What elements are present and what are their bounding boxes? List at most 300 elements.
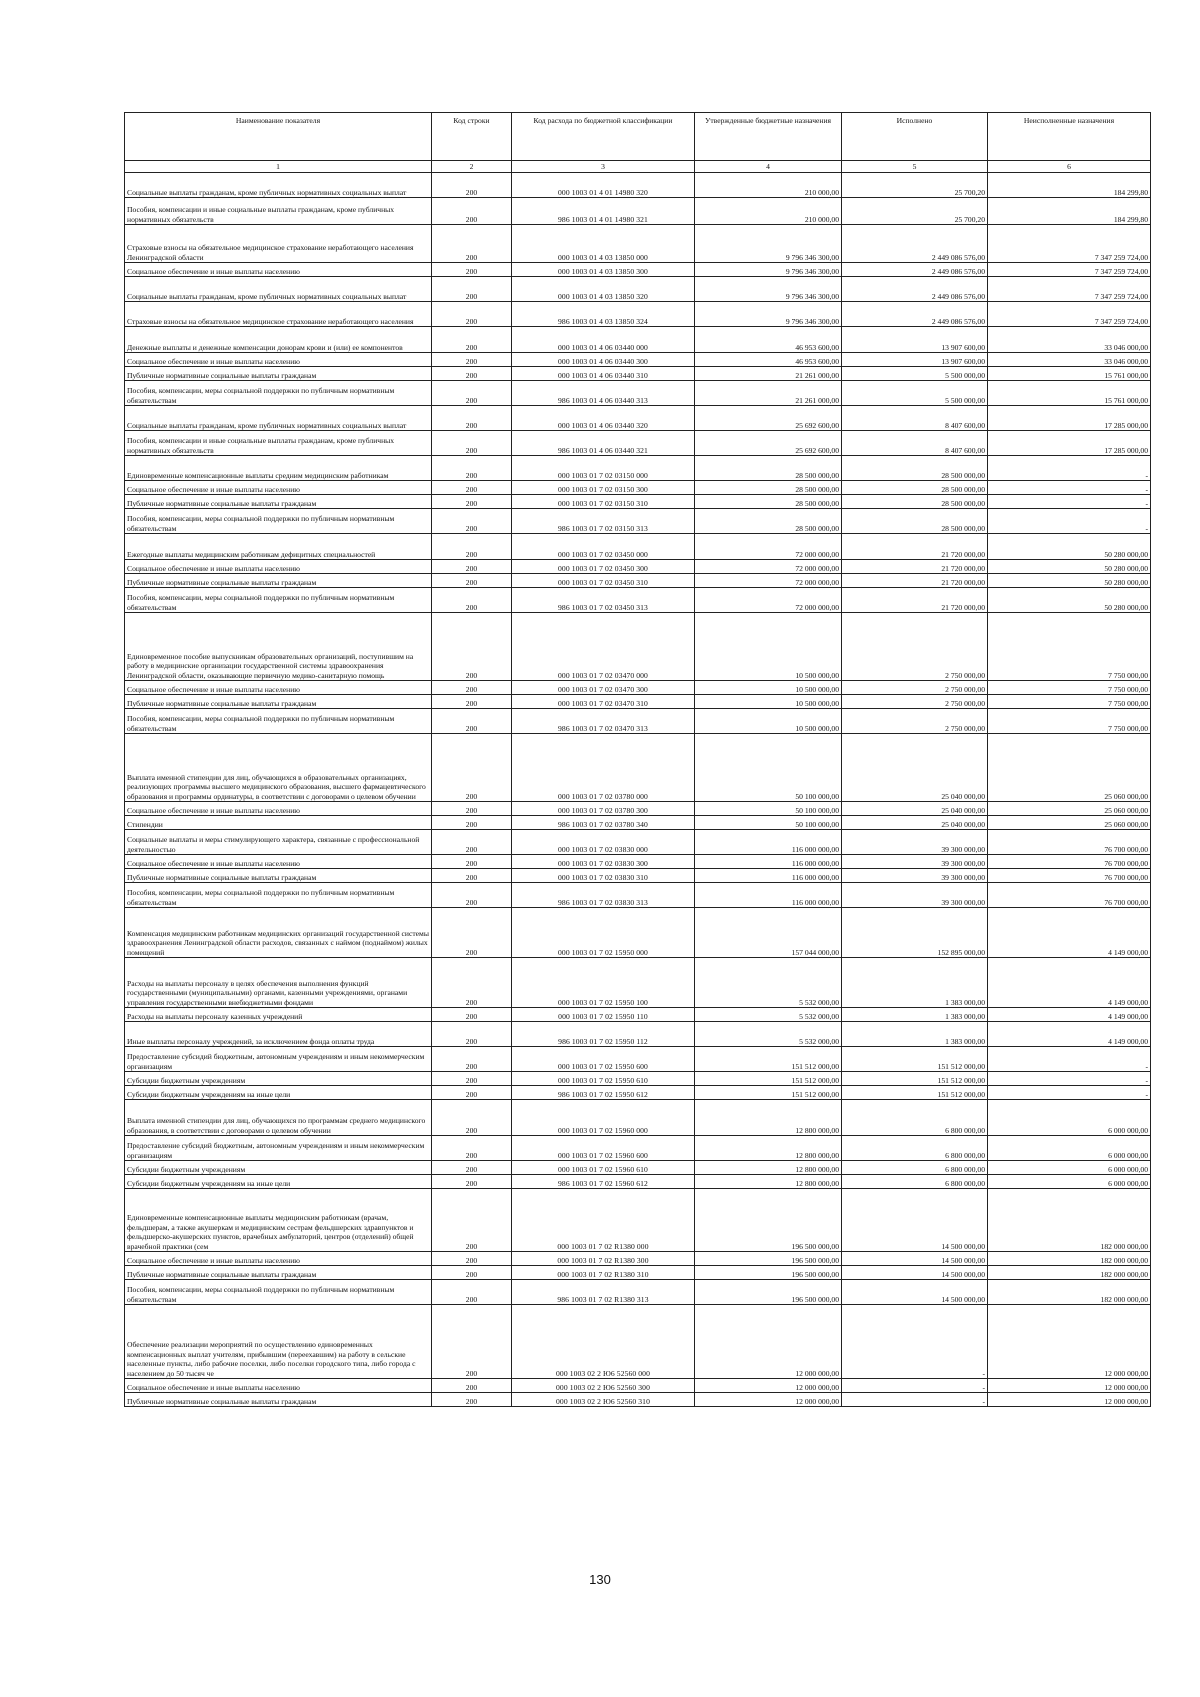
table-row bbox=[125, 1161, 1151, 1175]
row-line-code: 200 bbox=[432, 1252, 512, 1266]
row-executed: 2 750 000,00 bbox=[842, 709, 988, 734]
row-approved: 210 000,00 bbox=[695, 198, 842, 225]
row-approved: 28 500 000,00 bbox=[695, 495, 842, 509]
row-unexecuted: - bbox=[988, 456, 1151, 481]
row-approved: 12 000 000,00 bbox=[695, 1393, 842, 1407]
table-row bbox=[125, 481, 1151, 495]
row-unexecuted: 33 046 000,00 bbox=[988, 327, 1151, 353]
row-kbk: 986 1003 01 4 01 14980 321 bbox=[512, 198, 695, 225]
row-approved: 28 500 000,00 bbox=[695, 456, 842, 481]
row-kbk: 000 1003 01 7 02 03780 300 bbox=[512, 802, 695, 816]
row-name: Единовременные компенсационные выплаты средним медицинским работникам bbox=[125, 456, 432, 481]
row-line-code: 200 bbox=[432, 830, 512, 855]
table-row bbox=[125, 560, 1151, 574]
row-kbk: 000 1003 01 7 02 03150 300 bbox=[512, 481, 695, 495]
row-approved: 116 000 000,00 bbox=[695, 855, 842, 869]
table-row bbox=[125, 802, 1151, 816]
row-executed: 25 700,20 bbox=[842, 173, 988, 198]
row-name: Социальное обеспечение и иные выплаты населению bbox=[125, 802, 432, 816]
row-approved: 9 796 346 300,00 bbox=[695, 263, 842, 277]
row-name: Социальное обеспечение и иные выплаты населению bbox=[125, 1252, 432, 1266]
row-kbk: 000 1003 01 4 06 03440 300 bbox=[512, 353, 695, 367]
row-name: Публичные нормативные социальные выплаты гражданам bbox=[125, 495, 432, 509]
row-approved: 196 500 000,00 bbox=[695, 1266, 842, 1280]
row-line-code: 200 bbox=[432, 353, 512, 367]
row-executed: 25 040 000,00 bbox=[842, 734, 988, 802]
row-name: Публичные нормативные социальные выплаты гражданам bbox=[125, 367, 432, 381]
table-row bbox=[125, 855, 1151, 869]
row-approved: 12 000 000,00 bbox=[695, 1379, 842, 1393]
row-approved: 28 500 000,00 bbox=[695, 481, 842, 495]
report-sheet bbox=[124, 112, 1150, 1407]
table-row bbox=[125, 1072, 1151, 1086]
row-approved: 9 796 346 300,00 bbox=[695, 277, 842, 302]
row-kbk: 000 1003 01 7 02 15950 600 bbox=[512, 1047, 695, 1072]
row-approved: 157 044 000,00 bbox=[695, 908, 842, 958]
row-approved: 72 000 000,00 bbox=[695, 574, 842, 588]
row-kbk: 000 1003 01 7 02 03830 310 bbox=[512, 869, 695, 883]
row-kbk: 986 1003 01 7 02 R1380 313 bbox=[512, 1280, 695, 1305]
row-name: Социальные выплаты и меры стимулирующего характера, связанные с профессиональной деятельностью bbox=[125, 830, 432, 855]
row-name: Страховые взносы на обязательное медицинское страхование неработающего населения Ленинградской области bbox=[125, 225, 432, 263]
row-unexecuted: 4 149 000,00 bbox=[988, 908, 1151, 958]
table-row bbox=[125, 302, 1151, 327]
row-kbk: 000 1003 01 7 02 03470 310 bbox=[512, 695, 695, 709]
row-approved: 196 500 000,00 bbox=[695, 1189, 842, 1252]
row-approved: 10 500 000,00 bbox=[695, 613, 842, 681]
row-line-code: 200 bbox=[432, 1086, 512, 1100]
row-executed: 14 500 000,00 bbox=[842, 1252, 988, 1266]
row-approved: 12 800 000,00 bbox=[695, 1175, 842, 1189]
row-kbk: 000 1003 02 2 Ю6 52560 310 bbox=[512, 1393, 695, 1407]
row-approved: 196 500 000,00 bbox=[695, 1280, 842, 1305]
row-approved: 12 000 000,00 bbox=[695, 1305, 842, 1379]
row-unexecuted: 7 347 259 724,00 bbox=[988, 302, 1151, 327]
row-kbk: 000 1003 01 7 02 15950 100 bbox=[512, 958, 695, 1008]
row-name: Социальное обеспечение и иные выплаты населению bbox=[125, 855, 432, 869]
table-row bbox=[125, 327, 1151, 353]
row-approved: 46 953 600,00 bbox=[695, 353, 842, 367]
row-line-code: 200 bbox=[432, 1189, 512, 1252]
table-row bbox=[125, 1047, 1151, 1072]
row-executed: 5 500 000,00 bbox=[842, 367, 988, 381]
row-unexecuted: 7 347 259 724,00 bbox=[988, 225, 1151, 263]
row-executed: 2 449 086 576,00 bbox=[842, 263, 988, 277]
row-executed: 25 040 000,00 bbox=[842, 816, 988, 830]
row-executed: 28 500 000,00 bbox=[842, 481, 988, 495]
row-line-code: 200 bbox=[432, 481, 512, 495]
row-name: Расходы на выплаты персоналу казенных учреждений bbox=[125, 1008, 432, 1022]
row-kbk: 000 1003 01 7 02 03470 000 bbox=[512, 613, 695, 681]
row-executed: 14 500 000,00 bbox=[842, 1280, 988, 1305]
row-name: Страховые взносы на обязательное медицинское страхование неработающего населения bbox=[125, 302, 432, 327]
row-name: Субсидии бюджетным учреждениям bbox=[125, 1072, 432, 1086]
row-executed: 2 449 086 576,00 bbox=[842, 225, 988, 263]
row-kbk: 000 1003 01 7 02 03450 300 bbox=[512, 560, 695, 574]
table-row bbox=[125, 1252, 1151, 1266]
row-line-code: 200 bbox=[432, 431, 512, 456]
row-approved: 72 000 000,00 bbox=[695, 588, 842, 613]
row-executed: 8 407 600,00 bbox=[842, 431, 988, 456]
row-line-code: 200 bbox=[432, 1266, 512, 1280]
row-executed: 151 512 000,00 bbox=[842, 1086, 988, 1100]
row-kbk: 000 1003 01 4 03 13850 000 bbox=[512, 225, 695, 263]
row-name: Стипендии bbox=[125, 816, 432, 830]
table-row bbox=[125, 613, 1151, 681]
row-executed: 39 300 000,00 bbox=[842, 883, 988, 908]
row-line-code: 200 bbox=[432, 869, 512, 883]
row-executed: 1 383 000,00 bbox=[842, 1008, 988, 1022]
row-line-code: 200 bbox=[432, 709, 512, 734]
row-name: Социальное обеспечение и иные выплаты населению bbox=[125, 353, 432, 367]
column-number: 5 bbox=[842, 161, 988, 173]
row-unexecuted: 17 285 000,00 bbox=[988, 406, 1151, 431]
row-approved: 10 500 000,00 bbox=[695, 709, 842, 734]
table-row bbox=[125, 734, 1151, 802]
row-name: Денежные выплаты и денежные компенсации донорам крови и (или) ее компонентов bbox=[125, 327, 432, 353]
row-kbk: 986 1003 01 7 02 15950 112 bbox=[512, 1022, 695, 1047]
row-unexecuted: 7 750 000,00 bbox=[988, 681, 1151, 695]
row-executed: 2 750 000,00 bbox=[842, 681, 988, 695]
row-executed: 6 800 000,00 bbox=[842, 1136, 988, 1161]
table-row bbox=[125, 869, 1151, 883]
row-approved: 12 800 000,00 bbox=[695, 1136, 842, 1161]
table-row bbox=[125, 1379, 1151, 1393]
row-executed: 6 800 000,00 bbox=[842, 1161, 988, 1175]
row-executed: 6 800 000,00 bbox=[842, 1175, 988, 1189]
row-unexecuted: 25 060 000,00 bbox=[988, 816, 1151, 830]
table-row bbox=[125, 588, 1151, 613]
table-row bbox=[125, 263, 1151, 277]
row-kbk: 000 1003 01 7 02 15950 000 bbox=[512, 908, 695, 958]
row-name: Пособия, компенсации, меры социальной поддержки по публичным нормативным обязательствам bbox=[125, 509, 432, 534]
table-row bbox=[125, 1189, 1151, 1252]
row-name: Предоставление субсидий бюджетным, автономным учреждениям и иным некоммерческим организациям bbox=[125, 1047, 432, 1072]
table-row bbox=[125, 1100, 1151, 1136]
row-name: Единовременное пособие выпускникам образовательных организаций, поступившим на работу в медицинские организации государственной системы здравоохранения Ленинградской области, оказывающие первичную медико-санитарную помощь bbox=[125, 613, 432, 681]
header-unexecuted: Неисполненные назначения bbox=[988, 113, 1151, 161]
row-approved: 9 796 346 300,00 bbox=[695, 302, 842, 327]
row-name: Компенсация медицинским работникам медицинских организаций государственной системы здравоохранения Ленинградской области расходов, связанных с наймом (поднаймом) жилых помещений bbox=[125, 908, 432, 958]
row-name: Социальные выплаты гражданам, кроме публичных нормативных социальных выплат bbox=[125, 173, 432, 198]
row-executed: 25 040 000,00 bbox=[842, 802, 988, 816]
row-approved: 50 100 000,00 bbox=[695, 802, 842, 816]
row-unexecuted: 25 060 000,00 bbox=[988, 802, 1151, 816]
row-name: Субсидии бюджетным учреждениям на иные цели bbox=[125, 1086, 432, 1100]
row-kbk: 000 1003 01 7 02 03470 300 bbox=[512, 681, 695, 695]
row-approved: 28 500 000,00 bbox=[695, 509, 842, 534]
row-unexecuted: 12 000 000,00 bbox=[988, 1393, 1151, 1407]
row-approved: 151 512 000,00 bbox=[695, 1086, 842, 1100]
table-row bbox=[125, 883, 1151, 908]
row-executed: 21 720 000,00 bbox=[842, 574, 988, 588]
row-kbk: 000 1003 01 7 02 03780 000 bbox=[512, 734, 695, 802]
row-name: Социальные выплаты гражданам, кроме публичных нормативных социальных выплат bbox=[125, 277, 432, 302]
row-kbk: 986 1003 01 7 02 03450 313 bbox=[512, 588, 695, 613]
row-line-code: 200 bbox=[432, 681, 512, 695]
row-executed: 2 750 000,00 bbox=[842, 695, 988, 709]
row-kbk: 000 1003 01 7 02 03450 000 bbox=[512, 534, 695, 560]
row-name: Социальное обеспечение и иные выплаты населению bbox=[125, 263, 432, 277]
row-approved: 116 000 000,00 bbox=[695, 869, 842, 883]
header-name: Наименование показателя bbox=[125, 113, 432, 161]
column-number: 1 bbox=[125, 161, 432, 173]
column-number: 2 bbox=[432, 161, 512, 173]
row-line-code: 200 bbox=[432, 816, 512, 830]
row-unexecuted: 76 700 000,00 bbox=[988, 855, 1151, 869]
row-unexecuted: 76 700 000,00 bbox=[988, 830, 1151, 855]
row-line-code: 200 bbox=[432, 1136, 512, 1161]
row-name: Пособия, компенсации, меры социальной поддержки по публичным нормативным обязательствам bbox=[125, 381, 432, 406]
row-executed: 28 500 000,00 bbox=[842, 456, 988, 481]
row-kbk: 000 1003 01 4 03 13850 320 bbox=[512, 277, 695, 302]
row-kbk: 986 1003 01 4 03 13850 324 bbox=[512, 302, 695, 327]
row-line-code: 200 bbox=[432, 802, 512, 816]
table-row bbox=[125, 353, 1151, 367]
row-approved: 5 532 000,00 bbox=[695, 958, 842, 1008]
table-row bbox=[125, 958, 1151, 1008]
row-approved: 116 000 000,00 bbox=[695, 883, 842, 908]
row-name: Социальные выплаты гражданам, кроме публичных нормативных социальных выплат bbox=[125, 406, 432, 431]
table-row bbox=[125, 1393, 1151, 1407]
row-kbk: 986 1003 01 4 06 03440 321 bbox=[512, 431, 695, 456]
row-kbk: 000 1003 01 4 06 03440 320 bbox=[512, 406, 695, 431]
row-line-code: 200 bbox=[432, 883, 512, 908]
row-executed: 28 500 000,00 bbox=[842, 495, 988, 509]
row-line-code: 200 bbox=[432, 734, 512, 802]
row-unexecuted: 4 149 000,00 bbox=[988, 1008, 1151, 1022]
row-executed: 5 500 000,00 bbox=[842, 381, 988, 406]
row-line-code: 200 bbox=[432, 855, 512, 869]
row-name: Социальное обеспечение и иные выплаты населению bbox=[125, 481, 432, 495]
row-name: Иные выплаты персоналу учреждений, за исключением фонда оплаты труда bbox=[125, 1022, 432, 1047]
row-kbk: 986 1003 01 7 02 03470 313 bbox=[512, 709, 695, 734]
row-line-code: 200 bbox=[432, 263, 512, 277]
row-name: Публичные нормативные социальные выплаты гражданам bbox=[125, 1393, 432, 1407]
row-name: Пособия, компенсации, меры социальной поддержки по публичным нормативным обязательствам bbox=[125, 588, 432, 613]
row-line-code: 200 bbox=[432, 198, 512, 225]
row-executed: 13 907 600,00 bbox=[842, 353, 988, 367]
row-line-code: 200 bbox=[432, 367, 512, 381]
row-name: Публичные нормативные социальные выплаты гражданам bbox=[125, 574, 432, 588]
row-executed: 151 512 000,00 bbox=[842, 1072, 988, 1086]
row-executed: 21 720 000,00 bbox=[842, 588, 988, 613]
row-approved: 50 100 000,00 bbox=[695, 734, 842, 802]
row-kbk: 000 1003 01 7 02 03150 000 bbox=[512, 456, 695, 481]
row-unexecuted: 50 280 000,00 bbox=[988, 534, 1151, 560]
row-name: Субсидии бюджетным учреждениям на иные цели bbox=[125, 1175, 432, 1189]
row-executed: 1 383 000,00 bbox=[842, 1022, 988, 1047]
row-approved: 5 532 000,00 bbox=[695, 1008, 842, 1022]
row-executed: 2 449 086 576,00 bbox=[842, 277, 988, 302]
table-row bbox=[125, 1175, 1151, 1189]
row-approved: 10 500 000,00 bbox=[695, 695, 842, 709]
header-line-code: Код строки bbox=[432, 113, 512, 161]
table-row bbox=[125, 816, 1151, 830]
row-line-code: 200 bbox=[432, 381, 512, 406]
row-unexecuted: - bbox=[988, 1047, 1151, 1072]
row-name: Пособия, компенсации и иные социальные выплаты гражданам, кроме публичных нормативных обязательств bbox=[125, 198, 432, 225]
row-line-code: 200 bbox=[432, 406, 512, 431]
row-name: Публичные нормативные социальные выплаты гражданам bbox=[125, 869, 432, 883]
row-name: Обеспечение реализации мероприятий по осуществлению единовременных компенсационных выплат учителям, прибывшим (переехавшим) на работу в сельские населенные пункты, либо рабочие поселки, либо поселки городского типа, либо города с населением до 50 тысяч че bbox=[125, 1305, 432, 1379]
row-kbk: 000 1003 01 7 02 15950 110 bbox=[512, 1008, 695, 1022]
column-number-row bbox=[125, 161, 1151, 173]
row-approved: 10 500 000,00 bbox=[695, 681, 842, 695]
row-kbk: 000 1003 02 2 Ю6 52560 300 bbox=[512, 1379, 695, 1393]
row-name: Социальное обеспечение и иные выплаты населению bbox=[125, 560, 432, 574]
row-kbk: 986 1003 01 7 02 03150 313 bbox=[512, 509, 695, 534]
row-approved: 21 261 000,00 bbox=[695, 381, 842, 406]
table-row bbox=[125, 198, 1151, 225]
row-unexecuted: 182 000 000,00 bbox=[988, 1266, 1151, 1280]
table-row bbox=[125, 908, 1151, 958]
row-line-code: 200 bbox=[432, 509, 512, 534]
row-line-code: 200 bbox=[432, 1072, 512, 1086]
row-executed: 152 895 000,00 bbox=[842, 908, 988, 958]
row-line-code: 200 bbox=[432, 1008, 512, 1022]
row-name: Пособия, компенсации, меры социальной поддержки по публичным нормативным обязательствам bbox=[125, 883, 432, 908]
row-kbk: 000 1003 01 7 02 R1380 300 bbox=[512, 1252, 695, 1266]
row-unexecuted: 17 285 000,00 bbox=[988, 431, 1151, 456]
row-unexecuted: - bbox=[988, 495, 1151, 509]
row-approved: 25 692 600,00 bbox=[695, 406, 842, 431]
row-line-code: 200 bbox=[432, 613, 512, 681]
row-executed: - bbox=[842, 1393, 988, 1407]
row-executed: - bbox=[842, 1379, 988, 1393]
table-row bbox=[125, 381, 1151, 406]
row-line-code: 200 bbox=[432, 1047, 512, 1072]
row-line-code: 200 bbox=[432, 588, 512, 613]
row-line-code: 200 bbox=[432, 1161, 512, 1175]
row-approved: 9 796 346 300,00 bbox=[695, 225, 842, 263]
header-kbk: Код расхода по бюджетной классификации bbox=[512, 113, 695, 161]
row-approved: 12 800 000,00 bbox=[695, 1100, 842, 1136]
table-row bbox=[125, 1008, 1151, 1022]
row-approved: 196 500 000,00 bbox=[695, 1252, 842, 1266]
row-name: Ежегодные выплаты медицинским работникам дефицитных специальностей bbox=[125, 534, 432, 560]
row-line-code: 200 bbox=[432, 456, 512, 481]
row-line-code: 200 bbox=[432, 327, 512, 353]
row-unexecuted: 6 000 000,00 bbox=[988, 1100, 1151, 1136]
row-unexecuted: - bbox=[988, 1086, 1151, 1100]
row-unexecuted: - bbox=[988, 509, 1151, 534]
table-header-row bbox=[125, 113, 1151, 161]
row-unexecuted: 4 149 000,00 bbox=[988, 1022, 1151, 1047]
table-row bbox=[125, 681, 1151, 695]
row-kbk: 000 1003 01 7 02 03830 000 bbox=[512, 830, 695, 855]
table-row bbox=[125, 173, 1151, 198]
row-line-code: 200 bbox=[432, 1022, 512, 1047]
row-name: Пособия, компенсации, меры социальной поддержки по публичным нормативным обязательствам bbox=[125, 1280, 432, 1305]
row-unexecuted: 4 149 000,00 bbox=[988, 958, 1151, 1008]
header-executed: Исполнено bbox=[842, 113, 988, 161]
row-unexecuted: 6 000 000,00 bbox=[988, 1136, 1151, 1161]
table-row bbox=[125, 1305, 1151, 1379]
row-line-code: 200 bbox=[432, 1280, 512, 1305]
row-kbk: 986 1003 01 7 02 03780 340 bbox=[512, 816, 695, 830]
row-executed: 151 512 000,00 bbox=[842, 1047, 988, 1072]
row-name: Публичные нормативные социальные выплаты гражданам bbox=[125, 1266, 432, 1280]
table-row bbox=[125, 709, 1151, 734]
table-row bbox=[125, 1086, 1151, 1100]
row-executed: 6 800 000,00 bbox=[842, 1100, 988, 1136]
table-row bbox=[125, 574, 1151, 588]
row-line-code: 200 bbox=[432, 1393, 512, 1407]
row-name: Публичные нормативные социальные выплаты гражданам bbox=[125, 695, 432, 709]
row-kbk: 000 1003 01 7 02 R1380 000 bbox=[512, 1189, 695, 1252]
row-kbk: 000 1003 02 2 Ю6 52560 000 bbox=[512, 1305, 695, 1379]
row-line-code: 200 bbox=[432, 302, 512, 327]
table-row bbox=[125, 495, 1151, 509]
row-line-code: 200 bbox=[432, 173, 512, 198]
row-executed: 28 500 000,00 bbox=[842, 509, 988, 534]
row-executed: 2 750 000,00 bbox=[842, 613, 988, 681]
table-row bbox=[125, 695, 1151, 709]
row-line-code: 200 bbox=[432, 695, 512, 709]
table-row bbox=[125, 1280, 1151, 1305]
row-executed: 39 300 000,00 bbox=[842, 869, 988, 883]
row-line-code: 200 bbox=[432, 958, 512, 1008]
row-unexecuted: 76 700 000,00 bbox=[988, 883, 1151, 908]
row-unexecuted: 182 000 000,00 bbox=[988, 1189, 1151, 1252]
row-approved: 50 100 000,00 bbox=[695, 816, 842, 830]
row-approved: 72 000 000,00 bbox=[695, 560, 842, 574]
row-kbk: 986 1003 01 4 06 03440 313 bbox=[512, 381, 695, 406]
row-unexecuted: 7 750 000,00 bbox=[988, 613, 1151, 681]
row-line-code: 200 bbox=[432, 1379, 512, 1393]
page-number: 130 bbox=[589, 1572, 611, 1587]
row-kbk: 000 1003 01 7 02 15960 600 bbox=[512, 1136, 695, 1161]
row-kbk: 000 1003 01 7 02 15960 000 bbox=[512, 1100, 695, 1136]
row-executed: 21 720 000,00 bbox=[842, 534, 988, 560]
row-unexecuted: 12 000 000,00 bbox=[988, 1379, 1151, 1393]
row-line-code: 200 bbox=[432, 1100, 512, 1136]
row-unexecuted: 76 700 000,00 bbox=[988, 869, 1151, 883]
row-kbk: 000 1003 01 7 02 15950 610 bbox=[512, 1072, 695, 1086]
row-kbk: 000 1003 01 4 03 13850 300 bbox=[512, 263, 695, 277]
row-line-code: 200 bbox=[432, 277, 512, 302]
row-unexecuted: 33 046 000,00 bbox=[988, 353, 1151, 367]
row-unexecuted: 7 347 259 724,00 bbox=[988, 263, 1151, 277]
row-unexecuted: 50 280 000,00 bbox=[988, 560, 1151, 574]
row-unexecuted: - bbox=[988, 1072, 1151, 1086]
row-name: Выплата именной стипендии для лиц, обучающихся по программам среднего медицинского образования, в соответствии с договорами о целевом обучении bbox=[125, 1100, 432, 1136]
row-kbk: 000 1003 01 7 02 03150 310 bbox=[512, 495, 695, 509]
row-kbk: 986 1003 01 7 02 03830 313 bbox=[512, 883, 695, 908]
row-executed: 39 300 000,00 bbox=[842, 855, 988, 869]
row-executed: 2 449 086 576,00 bbox=[842, 302, 988, 327]
row-unexecuted: 25 060 000,00 bbox=[988, 734, 1151, 802]
row-name: Пособия, компенсации и иные социальные выплаты гражданам, кроме публичных нормативных обязательств bbox=[125, 431, 432, 456]
row-approved: 21 261 000,00 bbox=[695, 367, 842, 381]
row-unexecuted: 7 750 000,00 bbox=[988, 695, 1151, 709]
row-kbk: 000 1003 01 4 06 03440 310 bbox=[512, 367, 695, 381]
row-line-code: 200 bbox=[432, 1175, 512, 1189]
row-name: Пособия, компенсации, меры социальной поддержки по публичным нормативным обязательствам bbox=[125, 709, 432, 734]
table-row bbox=[125, 509, 1151, 534]
row-kbk: 000 1003 01 7 02 03450 310 bbox=[512, 574, 695, 588]
row-approved: 12 800 000,00 bbox=[695, 1161, 842, 1175]
column-number: 3 bbox=[512, 161, 695, 173]
row-executed: 8 407 600,00 bbox=[842, 406, 988, 431]
row-unexecuted: 15 761 000,00 bbox=[988, 367, 1151, 381]
row-name: Выплата именной стипендии для лиц, обучающихся в образовательных организациях, реализующих программы высшего медицинского образования, высшего фармацевтического образования и программы ординатуры, в соответствии с договорами о целевом обучении bbox=[125, 734, 432, 802]
budget-execution-table bbox=[124, 112, 1151, 1407]
row-executed: 1 383 000,00 bbox=[842, 958, 988, 1008]
row-name: Социальное обеспечение и иные выплаты населению bbox=[125, 1379, 432, 1393]
row-executed: 21 720 000,00 bbox=[842, 560, 988, 574]
